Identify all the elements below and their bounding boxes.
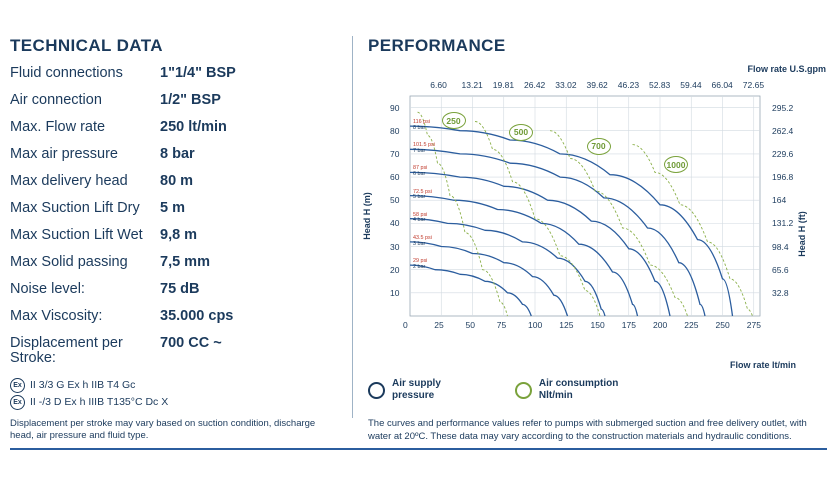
top-axis-title: Flow rate U.S.gpm — [747, 64, 826, 74]
spec-value: 8 bar — [160, 146, 195, 162]
top-tick: 33.02 — [555, 80, 577, 90]
left-tick: 20 — [390, 264, 400, 275]
technical-data-title: TECHNICAL DATA — [10, 36, 163, 55]
atex-ex-icon: Ex — [10, 395, 25, 410]
spec-label: Air connection — [10, 92, 102, 108]
pressure-label: 87 psi 6 bar — [413, 165, 428, 178]
pressure-label: 29 psi 2 bar — [413, 258, 428, 270]
spec-row — [10, 255, 340, 270]
spec-row — [10, 174, 340, 189]
spec-row — [10, 147, 340, 162]
right-tick: 196.8 — [772, 172, 794, 183]
spec-row — [10, 120, 340, 135]
bottom-tick: 125 — [559, 320, 574, 330]
spec-label: Max Suction Lift Dry — [10, 200, 140, 216]
spec-row — [10, 228, 340, 243]
performance-title: PERFORMANCE — [368, 36, 506, 55]
right-tick: 164 — [772, 195, 787, 206]
bottom-tick: 75 — [496, 320, 507, 330]
spec-label: Displacement per Stroke: — [10, 335, 123, 366]
pressure-label: 58 psi 4 bar — [413, 211, 428, 224]
left-tick: 70 — [390, 148, 400, 159]
legend-item-air-supply-pressure — [368, 378, 441, 402]
performance-chart — [362, 64, 828, 442]
top-tick: 39.62 — [586, 80, 608, 90]
atex-ex-icon: Ex — [10, 378, 25, 393]
spec-value: 75 dB — [160, 281, 200, 297]
spec-label: Max air pressure — [10, 146, 118, 162]
spec-row — [10, 93, 340, 108]
bottom-divider — [10, 448, 827, 450]
left-tick: 80 — [390, 125, 400, 136]
bottom-tick: 250 — [715, 320, 730, 330]
left-tick: 30 — [390, 241, 400, 252]
legend-ring-icon — [368, 382, 385, 399]
technical-data-panel — [10, 36, 340, 443]
spec-row — [10, 66, 340, 81]
top-tick: 59.44 — [680, 80, 702, 90]
spec-row — [10, 309, 340, 324]
spec-value: 9,8 m — [160, 227, 198, 243]
right-tick: 98.4 — [772, 241, 789, 252]
legend-label — [392, 378, 441, 402]
left-tick: 50 — [390, 195, 400, 206]
air-consumption-badge: 1000 — [664, 156, 688, 173]
right-tick: 65.6 — [772, 264, 789, 275]
spec-label: Fluid connections — [10, 65, 123, 81]
legend-item-air-consumption — [515, 378, 618, 402]
legend-line1: Air consumption — [538, 378, 619, 389]
chart-legend — [368, 378, 618, 402]
performance-panel — [362, 36, 828, 442]
bottom-tick: 200 — [653, 320, 668, 330]
air-consumption-badge: 700 — [587, 138, 611, 155]
spec-value: 700 CC ~ — [160, 335, 222, 351]
top-tick: 72.65 — [742, 80, 765, 90]
left-tick: 40 — [390, 218, 400, 229]
atex-row — [10, 395, 340, 410]
right-tick: 295.2 — [772, 102, 794, 113]
top-tick: 46.23 — [617, 80, 640, 90]
spec-label: Max. Flow rate — [10, 119, 106, 135]
atex-text: II 3/3 G Ex h IIB T4 Gc — [30, 379, 136, 391]
pressure-label: 101.5 psi 7 bar — [413, 142, 435, 154]
spec-row — [10, 201, 340, 216]
spec-row — [10, 282, 340, 297]
spec-value: 80 m — [160, 173, 194, 189]
air-consumption-badge: 250 — [442, 112, 466, 129]
spec-list — [10, 66, 340, 365]
spec-value: 1"1/4" BSP — [160, 65, 236, 81]
right-tick: 262.4 — [772, 125, 794, 136]
atex-text: II -/3 D Ex h IIIB T135°C Dc X — [30, 396, 169, 408]
spec-label: Max delivery head — [10, 173, 128, 189]
spec-value: 7,5 mm — [160, 254, 210, 270]
top-tick: 6.60 — [430, 80, 447, 90]
spec-label: Max Suction Lift Wet — [10, 227, 143, 243]
bottom-tick: 225 — [684, 320, 699, 330]
bottom-tick: 0 — [403, 320, 408, 330]
left-tick: 10 — [390, 287, 400, 298]
legend-label — [539, 378, 618, 402]
pressure-label: 72.5 psi 5 bar — [413, 188, 432, 201]
spec-value: 35.000 cps — [160, 308, 234, 324]
right-tick: 229.6 — [772, 148, 794, 159]
air-consumption-badge: 500 — [509, 124, 533, 141]
bottom-axis-title: Flow rate lt/min — [729, 360, 796, 370]
right-tick: 32.8 — [772, 287, 789, 298]
legend-ring-icon — [515, 382, 532, 399]
top-tick: 66.04 — [711, 80, 733, 90]
bottom-tick: 25 — [434, 320, 444, 330]
bottom-tick: 175 — [621, 320, 636, 330]
spec-value: 5 m — [160, 200, 185, 216]
bottom-tick: 150 — [590, 320, 605, 330]
bottom-tick: 275 — [746, 320, 761, 330]
spec-label: Noise level: — [10, 281, 85, 297]
legend-line2: Nlt/min — [538, 390, 573, 401]
bottom-tick: 50 — [465, 320, 475, 330]
vertical-divider — [352, 36, 353, 418]
spec-row — [10, 336, 340, 365]
pressure-label: 116 psi 8 bar — [413, 119, 430, 131]
legend-line1: Air supply — [392, 378, 441, 389]
performance-note: The curves and performance values refer to pumps with submerged suction and free delivery outlet, with water at 20ºC. These data may vary according to the construction materials and hydraulic conditions. — [368, 418, 807, 442]
spec-label: Max Solid passing — [10, 254, 128, 270]
bottom-tick: 100 — [528, 320, 543, 330]
spec-label: Max Viscosity: — [10, 308, 103, 324]
top-tick: 13.21 — [461, 80, 483, 90]
left-axis-title: Head H (m) — [362, 192, 372, 240]
atex-marking-list — [10, 378, 340, 410]
spec-value: 1/2" BSP — [160, 92, 221, 108]
left-footnote: Displacement per stroke may vary based on suction condition, discharge head, air pressure and fluid type. — [10, 417, 316, 442]
pressure-label: 43.5 psi 3 bar — [413, 234, 432, 247]
spec-value: 250 lt/min — [160, 119, 227, 135]
right-axis-title: Head H (ft) — [796, 211, 807, 257]
top-tick: 19.81 — [492, 80, 515, 90]
left-tick: 60 — [390, 172, 400, 183]
left-tick: 90 — [390, 102, 400, 113]
legend-line2: pressure — [392, 390, 435, 401]
top-tick: 26.42 — [524, 80, 546, 90]
atex-row — [10, 378, 340, 393]
top-tick: 52.83 — [649, 80, 671, 90]
right-tick: 131.2 — [772, 218, 794, 229]
